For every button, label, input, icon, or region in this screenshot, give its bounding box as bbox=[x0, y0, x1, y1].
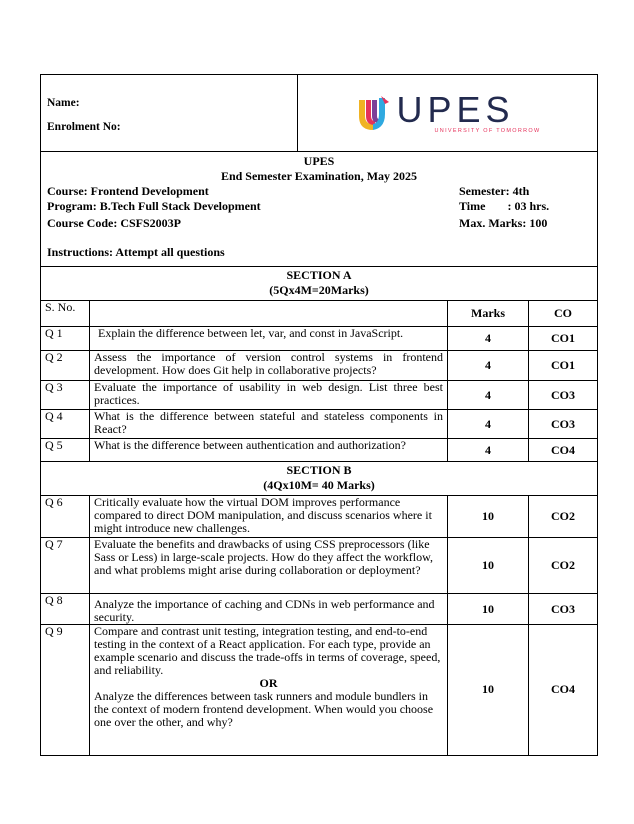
time bbox=[459, 199, 591, 214]
question-marks: 4 bbox=[448, 410, 529, 439]
question-co: CO3 bbox=[529, 381, 598, 410]
question-number: Q 3 bbox=[41, 381, 90, 410]
question-co: CO4 bbox=[529, 625, 598, 755]
course-code: Course Code: CSFS2003P bbox=[47, 216, 181, 230]
question-marks: 10 bbox=[448, 594, 529, 625]
or-separator: OR bbox=[259, 676, 278, 690]
question-number: Q 5 bbox=[41, 439, 90, 462]
question-text: Critically evaluate how the virtual DOM improves performance compared to direct DOM manipulation, and discuss scenarios where it might introduce new challenges. bbox=[90, 496, 448, 538]
question-text: Evaluate the benefits and drawbacks of using CSS preprocessors (like Sass or Less) in large-scale projects. How do they affect the workflow, and what problems might arise during collaboration or deployment? bbox=[90, 538, 448, 594]
question-co: CO2 bbox=[529, 496, 598, 538]
question-marks: 4 bbox=[448, 439, 529, 462]
upes-logo bbox=[355, 88, 541, 134]
table-row bbox=[41, 327, 597, 351]
col-co: CO bbox=[529, 301, 598, 327]
section-b-subtitle: (4Qx10M= 40 Marks) bbox=[263, 478, 375, 492]
course: Course: Frontend Development bbox=[47, 184, 209, 198]
time-label: Time bbox=[459, 199, 486, 213]
upes-logo-icon bbox=[355, 94, 393, 132]
exam-paper bbox=[40, 74, 598, 756]
question-text: Evaluate the importance of usability in web design. List three best practices. bbox=[90, 381, 448, 410]
question-text: Analyze the importance of caching and CDNs in web performance and security. bbox=[90, 594, 448, 625]
question-number: Q 9 bbox=[41, 625, 90, 755]
enrolment-label: Enrolment No: bbox=[47, 121, 121, 133]
question-number: Q 4 bbox=[41, 410, 90, 439]
question-number: Q 1 bbox=[41, 327, 90, 351]
program: Program: B.Tech Full Stack Development bbox=[47, 199, 261, 213]
table-row bbox=[41, 538, 597, 594]
institution: UPES bbox=[303, 154, 335, 168]
question-text: Assess the importance of version control systems in frontend development. How does Git help in collaborative projects? bbox=[90, 351, 448, 381]
question-marks: 4 bbox=[448, 327, 529, 351]
question-marks: 4 bbox=[448, 351, 529, 381]
question-number: Q 2 bbox=[41, 351, 90, 381]
section-a-subtitle: (5Qx4M=20Marks) bbox=[269, 283, 369, 297]
question-text: What is the difference between authentication and authorization? bbox=[90, 439, 448, 462]
header bbox=[41, 75, 597, 152]
question-number: Q 8 bbox=[41, 594, 90, 625]
max-marks: Max. Marks: 100 bbox=[459, 216, 548, 230]
question-table bbox=[41, 267, 597, 755]
table-row bbox=[41, 594, 597, 625]
question-co: CO1 bbox=[529, 327, 598, 351]
instructions: Instructions: Attempt all questions bbox=[47, 245, 225, 259]
section-a-header bbox=[41, 267, 597, 301]
question-co: CO2 bbox=[529, 538, 598, 594]
question-co: CO3 bbox=[529, 410, 598, 439]
logo-word: UPES bbox=[396, 88, 515, 130]
semester: Semester: 4th bbox=[459, 184, 530, 198]
question-marks: 10 bbox=[448, 538, 529, 594]
table-row bbox=[41, 625, 597, 755]
name-label: Name: bbox=[47, 97, 80, 109]
exam-details bbox=[41, 152, 597, 267]
exam-title: End Semester Examination, May 2025 bbox=[220, 169, 418, 183]
question-co: CO4 bbox=[529, 439, 598, 462]
question-text: What is the difference between stateful and stateless components in React? bbox=[90, 410, 448, 439]
section-b-header bbox=[41, 462, 597, 496]
section-b-title: SECTION B bbox=[286, 463, 352, 477]
question-marks: 10 bbox=[448, 625, 529, 755]
col-question bbox=[90, 301, 448, 327]
question-text: Explain the difference between let, var, and const in JavaScript. bbox=[90, 327, 448, 351]
time-value: : 03 hrs. bbox=[507, 199, 550, 213]
section-a-title: SECTION A bbox=[286, 268, 352, 282]
table-row bbox=[41, 410, 597, 439]
question-number: Q 7 bbox=[41, 538, 90, 594]
table-row bbox=[41, 496, 597, 538]
student-info bbox=[41, 75, 298, 151]
question-part-a: Compare and contrast unit testing, integration testing, and end-to-end testing in the context of a React application. For each type, provide an example scenario and discuss the trade-offs in terms of coverage, speed, and reliability. bbox=[94, 624, 441, 677]
table-row bbox=[41, 351, 597, 381]
question-marks: 10 bbox=[448, 496, 529, 538]
col-sno: S. No. bbox=[41, 301, 90, 327]
question-part-b: Analyze the differences between task runners and module bundlers in the context of modern frontend development. When would you choose one over the other, and why? bbox=[94, 689, 434, 729]
question-co: CO1 bbox=[529, 351, 598, 381]
table-row bbox=[41, 439, 597, 462]
logo-tagline: UNIVERSITY OF TOMORROW bbox=[434, 127, 541, 134]
question-number: Q 6 bbox=[41, 496, 90, 538]
question-marks: 4 bbox=[448, 381, 529, 410]
logo-area bbox=[298, 75, 597, 151]
question-text bbox=[90, 625, 448, 755]
question-co: CO3 bbox=[529, 594, 598, 625]
table-row bbox=[41, 381, 597, 410]
col-marks: Marks bbox=[448, 301, 529, 327]
